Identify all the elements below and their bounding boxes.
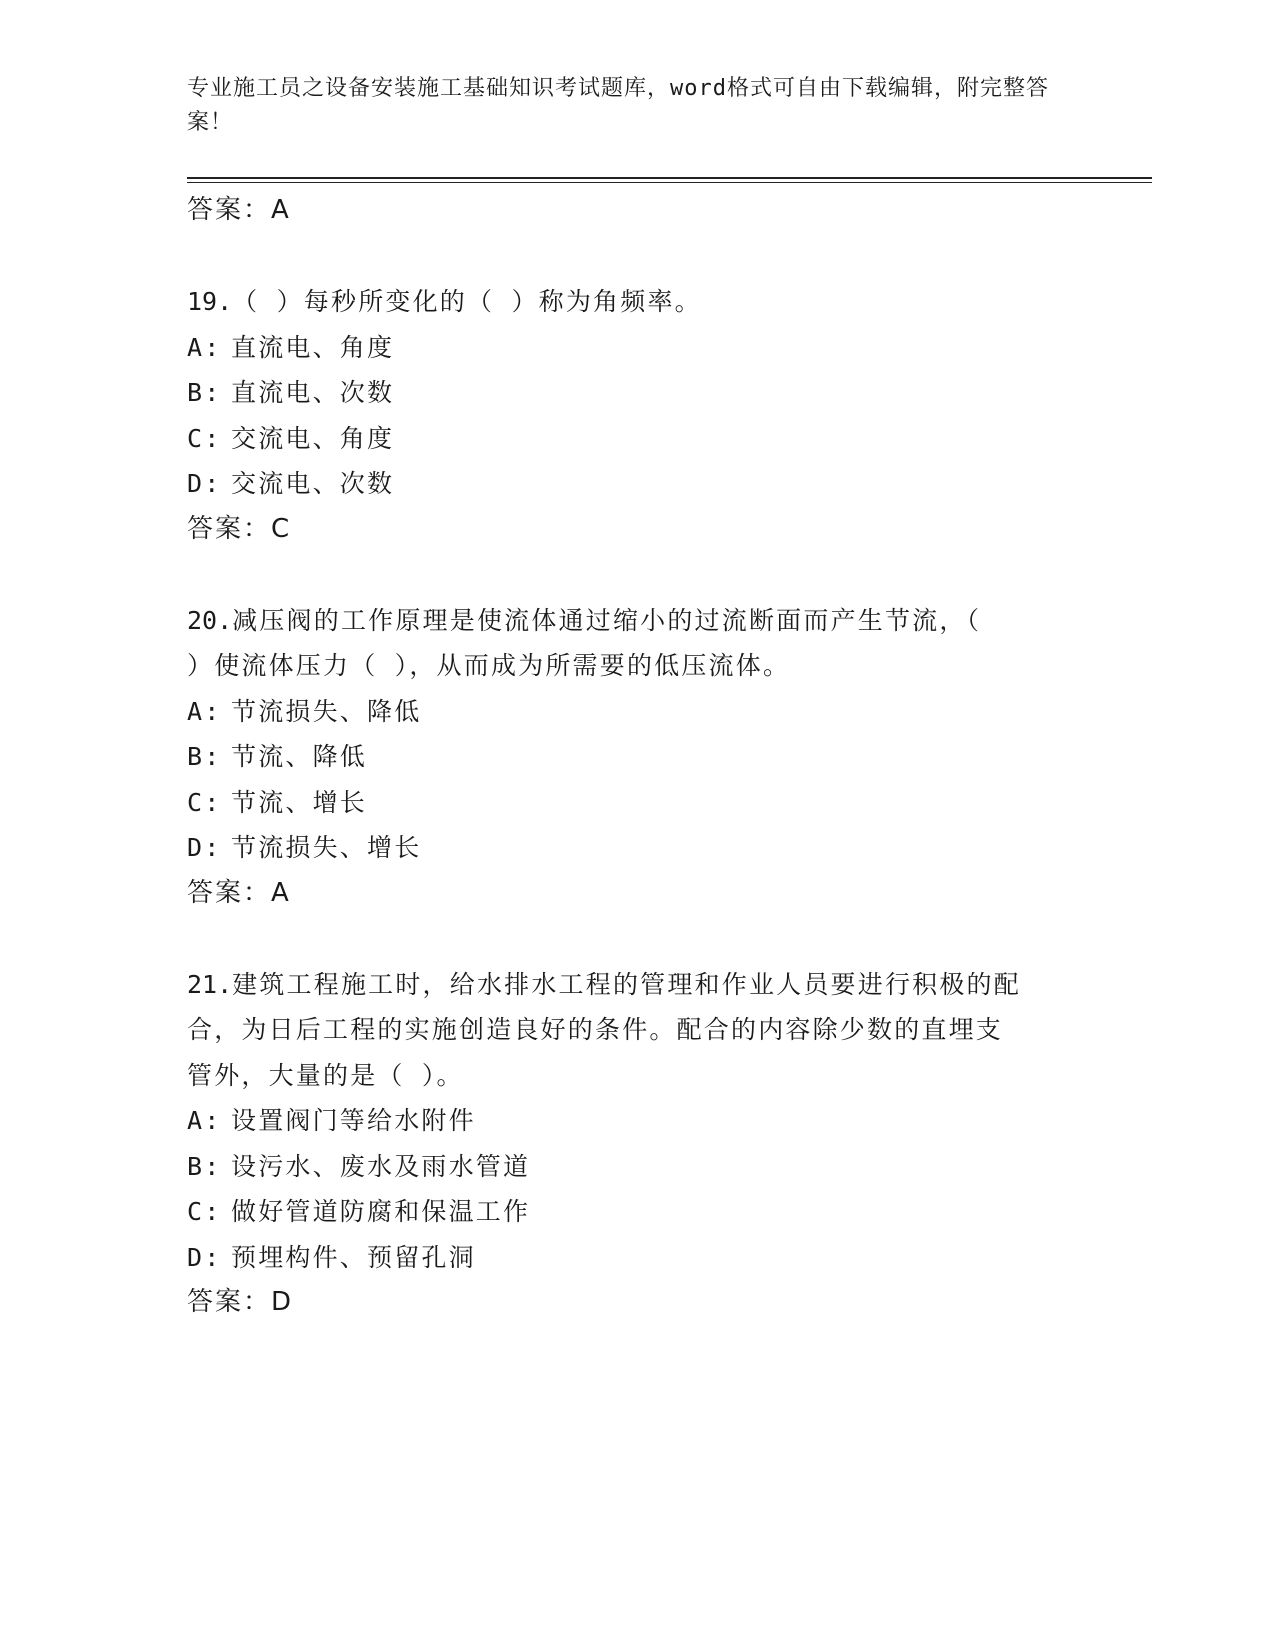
option-text: 节流损失、降低: [231, 696, 422, 726]
option-key: C:: [187, 787, 222, 817]
option-key: A:: [187, 696, 222, 726]
option-key: B:: [187, 1151, 222, 1181]
option-c: [187, 1189, 1087, 1235]
answer-value: A: [271, 195, 291, 225]
question-number: 20.: [187, 605, 233, 635]
option-d: [187, 1235, 1087, 1281]
option-key: B:: [187, 742, 222, 771]
question-text: （ ）每秒所变化的（ ）称为角频率。: [232, 287, 702, 316]
question-stem-continued: 合，为日后工程的实施创造良好的条件。配合的内容除少数的直埋支: [187, 1015, 1004, 1044]
option-key: A:: [187, 332, 222, 362]
option-key: D:: [187, 833, 222, 862]
option-a: [187, 325, 1087, 371]
option-b: [187, 734, 1087, 780]
answer-label: 答案：: [187, 877, 272, 908]
option-d: [187, 461, 1087, 507]
option-key: C:: [187, 423, 222, 453]
option-key: C:: [187, 1197, 222, 1226]
question-stem: [187, 962, 1087, 1008]
option-text: 直流电、角度: [231, 332, 395, 362]
page-header: 专业施工员之设备安装施工基础知识考试题库，word格式可自由下载编辑，附完整答案！: [187, 76, 1049, 135]
answer-value: C: [271, 513, 292, 544]
option-b: [187, 370, 1087, 416]
answer-label: 答案：: [187, 513, 272, 544]
option-b: [187, 1144, 1087, 1190]
previous-answer: [187, 188, 1087, 234]
option-a: [187, 1098, 1087, 1144]
header-divider-thin: [187, 182, 1152, 183]
spacer: [187, 552, 1087, 598]
option-key: A:: [187, 1106, 222, 1135]
question-19: [187, 279, 1087, 552]
option-c: [187, 416, 1087, 462]
question-answer: [187, 1280, 1087, 1326]
option-text: 预埋构件、预留孔洞: [231, 1242, 476, 1272]
option-text: 设污水、废水及雨水管道: [231, 1151, 531, 1181]
question-answer: [187, 507, 1087, 553]
question-number: 19.: [187, 287, 233, 316]
option-text: 交流电、次数: [231, 469, 395, 498]
option-text: 节流、增长: [231, 787, 368, 817]
spacer: [187, 234, 1087, 280]
option-text: 交流电、角度: [231, 423, 395, 453]
option-key: D:: [187, 469, 222, 498]
answer-value: A: [271, 877, 291, 908]
answer-label: 答案：: [187, 1287, 272, 1317]
option-c: [187, 780, 1087, 826]
option-d: [187, 825, 1087, 871]
question-stem: [187, 279, 1087, 325]
question-text: 建筑工程施工时，给水排水工程的管理和作业人员要进行积极的配: [232, 969, 1021, 999]
question-stem-continued: 管外，大量的是（ ）。: [187, 1060, 464, 1090]
question-number: 21.: [187, 969, 233, 999]
option-text: 做好管道防腐和保温工作: [231, 1197, 531, 1226]
spacer: [187, 916, 1087, 962]
header-divider-thick: [187, 177, 1152, 179]
option-text: 直流电、次数: [231, 378, 395, 407]
option-text: 设置阀门等给水附件: [231, 1106, 476, 1135]
question-20: [187, 598, 1087, 917]
question-stem: [187, 598, 1087, 644]
option-a: [187, 689, 1087, 735]
option-text: 节流、降低: [231, 742, 368, 771]
option-key: D:: [187, 1242, 222, 1272]
option-key: B:: [187, 378, 222, 407]
question-text: 减压阀的工作原理是使流体通过缩小的过流断面而产生节流，（: [232, 605, 982, 635]
question-stem-continued: ）使流体压力（ ），从而成为所需要的低压流体。: [187, 651, 791, 680]
question-list: [187, 188, 1087, 1326]
question-21: [187, 962, 1087, 1326]
option-text: 节流损失、增长: [231, 833, 422, 862]
question-answer: [187, 871, 1087, 917]
answer-label: 答案：: [187, 195, 272, 225]
answer-value: D: [271, 1287, 294, 1317]
